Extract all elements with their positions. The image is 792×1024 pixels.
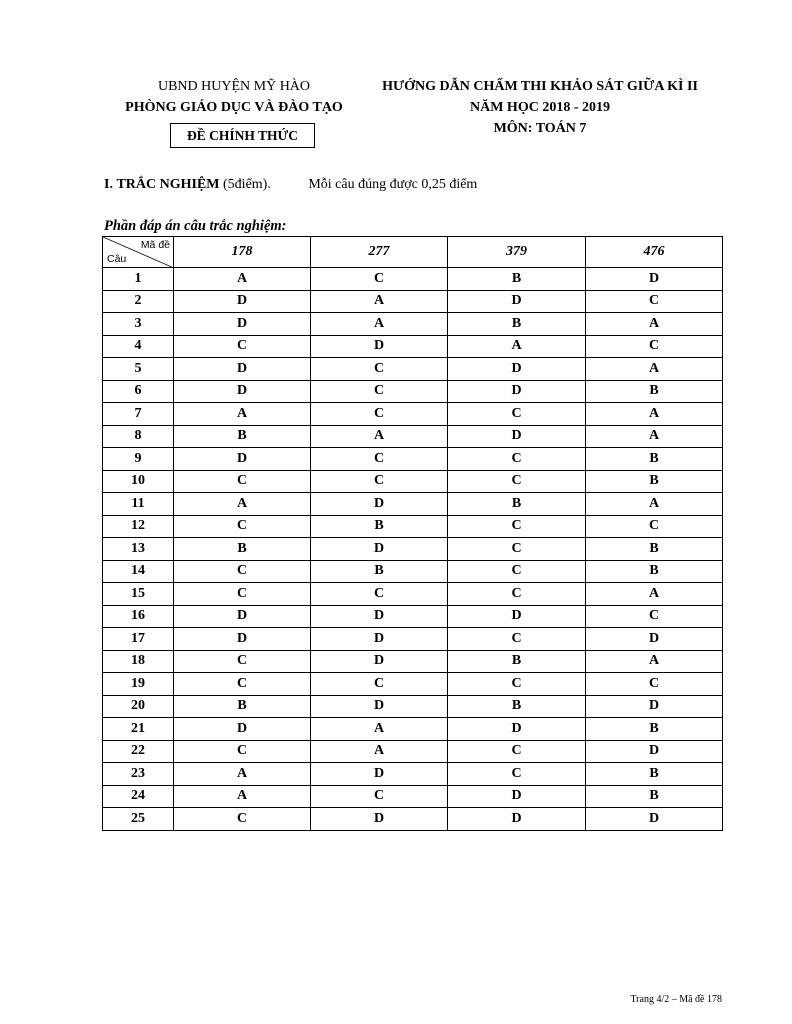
- answer-cell: A: [586, 650, 723, 673]
- table-row: [103, 650, 723, 673]
- answer-cell: D: [174, 718, 311, 741]
- answer-cell: A: [586, 313, 723, 336]
- answer-cell: D: [174, 358, 311, 381]
- section-points: (5điểm).: [223, 177, 271, 192]
- table-row: [103, 380, 723, 403]
- answer-cell: C: [448, 448, 586, 471]
- answer-cell: D: [311, 808, 448, 831]
- answer-cell: C: [448, 673, 586, 696]
- table-row: [103, 313, 723, 336]
- table-row: [103, 290, 723, 313]
- question-number-cell: 14: [103, 560, 174, 583]
- answer-cell: C: [174, 808, 311, 831]
- answer-cell: B: [586, 470, 723, 493]
- table-row: [103, 268, 723, 291]
- answer-cell: B: [586, 718, 723, 741]
- answer-cell: B: [448, 695, 586, 718]
- answer-cell: C: [311, 470, 448, 493]
- issuer-district: UBND HUYỆN MỸ HÀO: [157, 79, 311, 94]
- table-row: [103, 515, 723, 538]
- answer-cell: A: [174, 268, 311, 291]
- table-row: [103, 695, 723, 718]
- answer-cell: D: [448, 290, 586, 313]
- question-number-cell: 20: [103, 695, 174, 718]
- answer-cell: C: [586, 605, 723, 628]
- answer-cell: C: [174, 515, 311, 538]
- answer-cell: C: [311, 380, 448, 403]
- answer-cell: A: [586, 425, 723, 448]
- answer-cell: D: [586, 268, 723, 291]
- answer-cell: B: [448, 313, 586, 336]
- answer-cell: C: [448, 515, 586, 538]
- exam-code-header: 476: [586, 237, 723, 268]
- section-number: I.: [104, 177, 113, 192]
- document-title-block: [360, 76, 720, 139]
- answer-cell: A: [311, 718, 448, 741]
- question-number-cell: 18: [103, 650, 174, 673]
- exam-code-header: 178: [174, 237, 311, 268]
- table-row: [103, 403, 723, 426]
- answer-cell: B: [311, 515, 448, 538]
- answer-cell: C: [586, 335, 723, 358]
- table-row: [103, 808, 723, 831]
- answer-cell: D: [586, 808, 723, 831]
- answer-cell: B: [586, 763, 723, 786]
- table-row: [103, 628, 723, 651]
- answer-cell: C: [448, 538, 586, 561]
- answer-cell: C: [448, 740, 586, 763]
- answer-cell: D: [311, 493, 448, 516]
- question-number-cell: 12: [103, 515, 174, 538]
- document-title: HƯỚNG DẪN CHẤM THI KHẢO SÁT GIỮA KÌ II: [382, 79, 698, 94]
- answer-cell: D: [586, 628, 723, 651]
- question-number-cell: 22: [103, 740, 174, 763]
- question-number-cell: 7: [103, 403, 174, 426]
- answer-cell: C: [448, 560, 586, 583]
- question-number-cell: 25: [103, 808, 174, 831]
- section-title: TRẮC NGHIỆM: [116, 177, 220, 192]
- question-number-cell: 15: [103, 583, 174, 606]
- answer-cell: C: [448, 763, 586, 786]
- answer-cell: D: [448, 605, 586, 628]
- answer-cell: A: [448, 335, 586, 358]
- question-number-cell: 10: [103, 470, 174, 493]
- answer-cell: C: [311, 358, 448, 381]
- answer-cell: C: [311, 583, 448, 606]
- table-row: [103, 425, 723, 448]
- table-row: [103, 785, 723, 808]
- answer-cell: C: [174, 673, 311, 696]
- answer-cell: A: [311, 740, 448, 763]
- answer-cell: D: [174, 290, 311, 313]
- question-number-cell: 21: [103, 718, 174, 741]
- answer-cell: D: [586, 740, 723, 763]
- question-number-cell: 16: [103, 605, 174, 628]
- issuer-department: PHÒNG GIÁO DỤC VÀ ĐÀO TẠO: [125, 100, 343, 115]
- issuer-block: [118, 76, 350, 118]
- school-year: NĂM HỌC 2018 - 2019: [470, 100, 610, 115]
- answer-cell: B: [174, 538, 311, 561]
- answer-cell: B: [448, 268, 586, 291]
- exam-code-header: 379: [448, 237, 586, 268]
- answer-cell: A: [174, 493, 311, 516]
- answer-cell: D: [448, 808, 586, 831]
- answer-cell: B: [448, 650, 586, 673]
- exam-code-label: Mã đề: [140, 239, 170, 251]
- answer-cell: D: [311, 650, 448, 673]
- answer-cell: A: [311, 290, 448, 313]
- answer-cell: A: [586, 358, 723, 381]
- answer-cell: B: [448, 493, 586, 516]
- answer-cell: D: [174, 380, 311, 403]
- answer-cell: D: [311, 695, 448, 718]
- question-number-cell: 3: [103, 313, 174, 336]
- table-caption: Phần đáp án câu trắc nghiệm:: [104, 218, 287, 234]
- question-number-cell: 23: [103, 763, 174, 786]
- answer-cell: C: [311, 785, 448, 808]
- answer-cell: D: [311, 605, 448, 628]
- answer-cell: C: [448, 470, 586, 493]
- corner-header-cell: [103, 237, 174, 268]
- question-number-cell: 19: [103, 673, 174, 696]
- answer-cell: D: [586, 695, 723, 718]
- answer-cell: C: [311, 268, 448, 291]
- answer-cell: A: [586, 403, 723, 426]
- question-number-cell: 2: [103, 290, 174, 313]
- question-number-cell: 24: [103, 785, 174, 808]
- question-number-cell: 6: [103, 380, 174, 403]
- question-number-cell: 17: [103, 628, 174, 651]
- page-footer: Trang 4/2 – Mã đề 178: [630, 994, 722, 1005]
- answer-cell: B: [586, 380, 723, 403]
- answer-cell: C: [586, 673, 723, 696]
- answer-cell: A: [311, 425, 448, 448]
- table-row: [103, 763, 723, 786]
- table-row: [103, 560, 723, 583]
- answer-cell: A: [586, 493, 723, 516]
- section-scoring-note: Mỗi câu đúng được 0,25 điểm: [308, 177, 478, 192]
- answer-rows: [103, 268, 723, 831]
- answer-cell: C: [448, 583, 586, 606]
- table-header-row: [103, 237, 723, 268]
- table-row: [103, 470, 723, 493]
- table-row: [103, 448, 723, 471]
- answer-cell: C: [311, 448, 448, 471]
- question-number-cell: 11: [103, 493, 174, 516]
- answer-cell: D: [311, 538, 448, 561]
- answer-cell: B: [174, 695, 311, 718]
- exam-code-header: 277: [311, 237, 448, 268]
- answer-cell: D: [448, 718, 586, 741]
- answer-cell: D: [311, 628, 448, 651]
- answer-cell: C: [174, 740, 311, 763]
- answer-key-table: [102, 236, 723, 831]
- answer-cell: D: [174, 605, 311, 628]
- question-label: Câu: [107, 253, 127, 265]
- answer-cell: D: [448, 785, 586, 808]
- answer-cell: C: [174, 470, 311, 493]
- question-number-cell: 4: [103, 335, 174, 358]
- answer-cell: B: [174, 425, 311, 448]
- answer-cell: A: [174, 763, 311, 786]
- answer-cell: B: [586, 448, 723, 471]
- answer-cell: B: [311, 560, 448, 583]
- answer-cell: C: [174, 650, 311, 673]
- table-row: [103, 538, 723, 561]
- answer-cell: D: [448, 380, 586, 403]
- answer-cell: C: [174, 335, 311, 358]
- answer-cell: D: [174, 313, 311, 336]
- answer-cell: D: [311, 335, 448, 358]
- subject: MÔN: TOÁN 7: [493, 121, 587, 136]
- answer-cell: C: [311, 403, 448, 426]
- table-row: [103, 583, 723, 606]
- answer-cell: A: [174, 403, 311, 426]
- answer-cell: C: [586, 290, 723, 313]
- answer-cell: C: [311, 673, 448, 696]
- answer-cell: C: [174, 583, 311, 606]
- table-row: [103, 335, 723, 358]
- answer-cell: C: [174, 560, 311, 583]
- answer-cell: A: [586, 583, 723, 606]
- table-row: [103, 493, 723, 516]
- answer-cell: D: [174, 448, 311, 471]
- answer-cell: D: [448, 358, 586, 381]
- table-row: [103, 605, 723, 628]
- answer-cell: D: [174, 628, 311, 651]
- question-number-cell: 8: [103, 425, 174, 448]
- answer-cell: D: [448, 425, 586, 448]
- answer-cell: C: [448, 628, 586, 651]
- answer-cell: A: [311, 313, 448, 336]
- answer-cell: A: [174, 785, 311, 808]
- table-row: [103, 673, 723, 696]
- table-row: [103, 358, 723, 381]
- question-number-cell: 5: [103, 358, 174, 381]
- answer-cell: B: [586, 785, 723, 808]
- answer-cell: C: [586, 515, 723, 538]
- table-row: [103, 718, 723, 741]
- table-row: [103, 740, 723, 763]
- answer-cell: C: [448, 403, 586, 426]
- official-exam-label: ĐỀ CHÍNH THỨC: [170, 123, 315, 148]
- section-heading: [104, 177, 477, 193]
- answer-cell: B: [586, 560, 723, 583]
- question-number-cell: 9: [103, 448, 174, 471]
- answer-cell: B: [586, 538, 723, 561]
- question-number-cell: 13: [103, 538, 174, 561]
- question-number-cell: 1: [103, 268, 174, 291]
- answer-cell: D: [311, 763, 448, 786]
